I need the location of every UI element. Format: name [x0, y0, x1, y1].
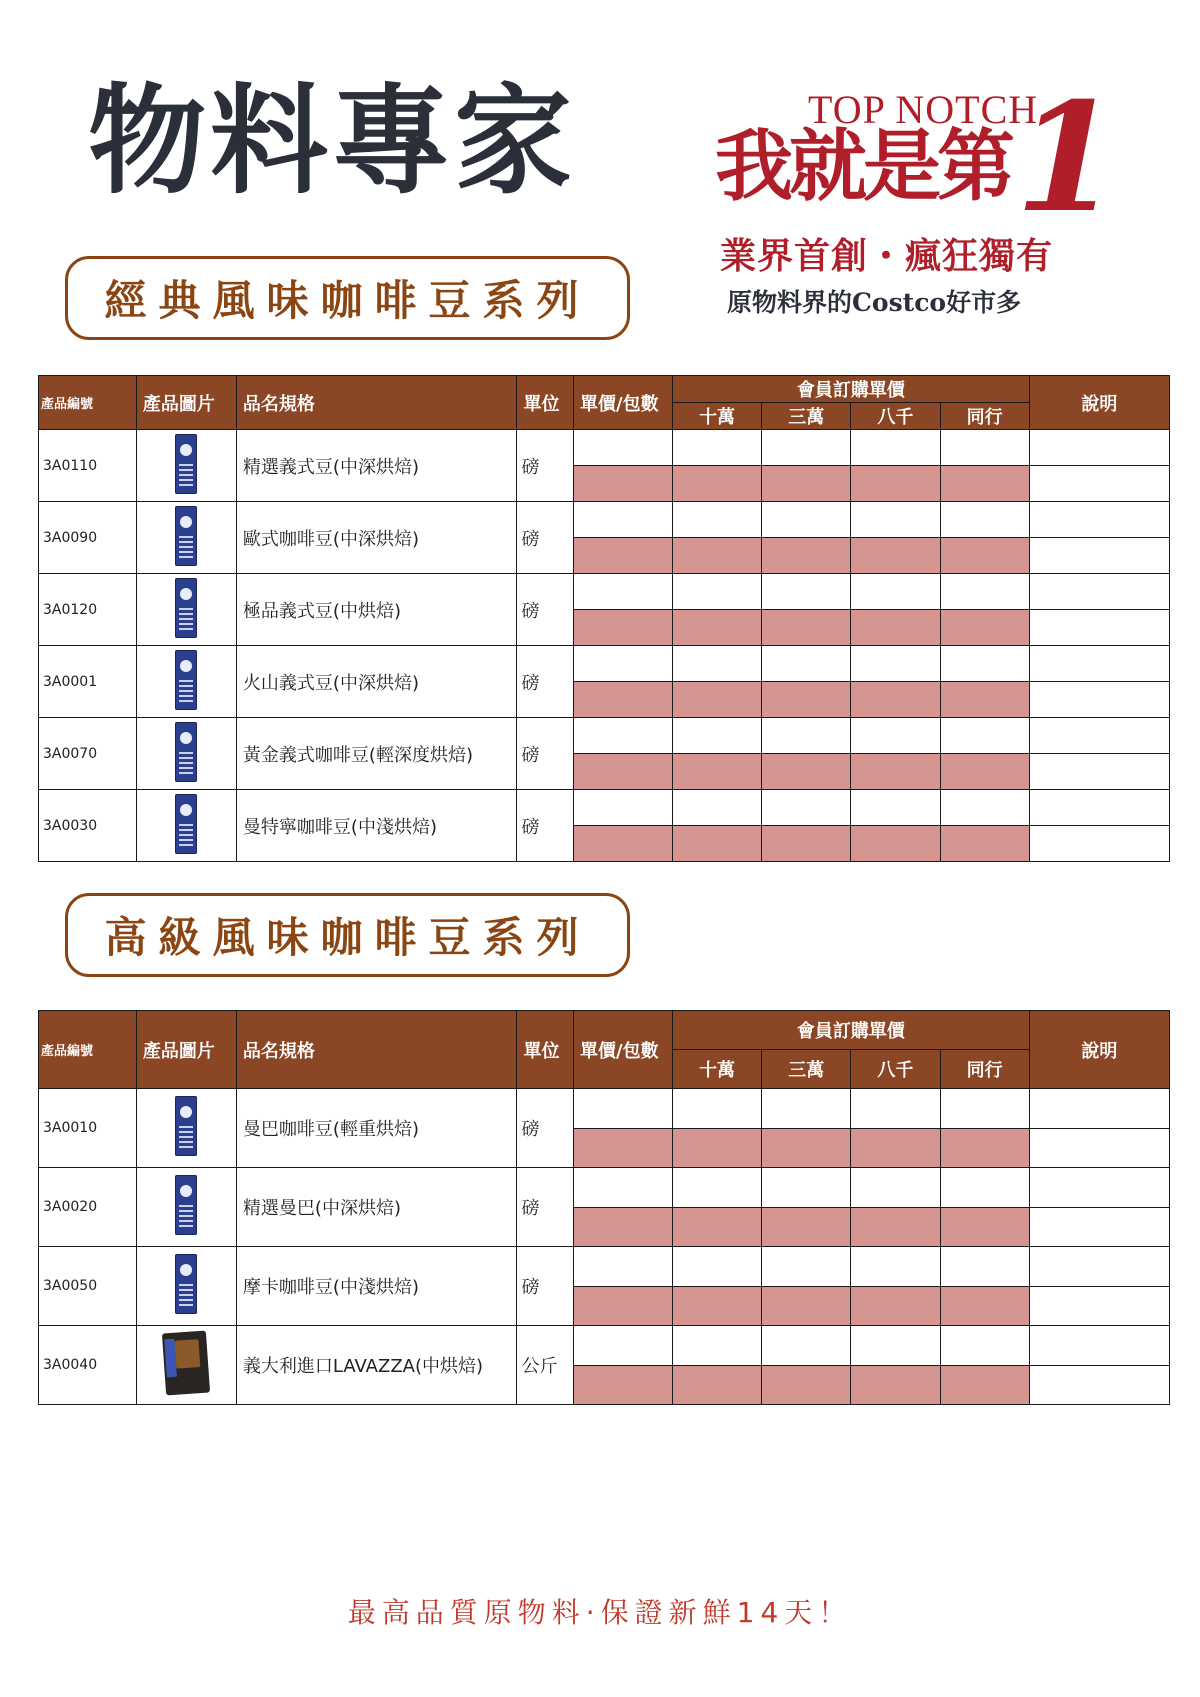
header-unit: 單位: [517, 1011, 574, 1089]
header-name: 品名規格: [236, 1011, 517, 1089]
price-cell: [851, 718, 940, 754]
promo-banner: [715, 70, 1125, 338]
price-cell: [672, 1247, 761, 1287]
table-row: [39, 790, 1170, 826]
member-price-cell: [940, 610, 1029, 646]
member-price-cell: [851, 682, 940, 718]
member-price-cell: [574, 1286, 673, 1326]
header-name: 品名規格: [236, 376, 517, 430]
table-row: [39, 1089, 1170, 1129]
coffee-bag-image: [175, 1254, 197, 1314]
price-cell: [672, 502, 761, 538]
price-cell: [672, 430, 761, 466]
product-unit: 磅: [517, 1168, 574, 1247]
product-name: 曼特寧咖啡豆(中淺烘焙): [236, 790, 517, 862]
brand-title: 物料專家: [88, 72, 577, 210]
coffee-bag-image: [175, 794, 197, 854]
member-price-cell: [940, 466, 1029, 502]
product-name: 歐式咖啡豆(中深烘焙): [236, 502, 517, 574]
price-cell: [762, 1247, 851, 1287]
table-row: [39, 502, 1170, 538]
member-price-cell: [940, 1365, 1029, 1405]
header-tier: 同行: [940, 403, 1029, 430]
product-code: 3A0120: [39, 574, 137, 646]
price-cell: [574, 502, 673, 538]
lavazza-bag-image: [162, 1331, 210, 1396]
member-price-cell: [851, 826, 940, 862]
product-code: 3A0020: [39, 1168, 137, 1247]
header-price-pack: 單價/包數: [574, 1011, 673, 1089]
table-row: [39, 1168, 1170, 1208]
note-cell: [1029, 1168, 1169, 1208]
price-table-classic: [38, 375, 1170, 862]
coffee-bag-image: [175, 1175, 197, 1235]
header-tier: 八千: [851, 403, 940, 430]
price-cell: [672, 1326, 761, 1366]
product-code: 3A0070: [39, 718, 137, 790]
member-price-cell: [851, 538, 940, 574]
note-cell: [1029, 790, 1169, 826]
note-cell: [1029, 1089, 1169, 1129]
product-name: 摩卡咖啡豆(中淺烘焙): [236, 1247, 517, 1326]
member-price-cell: [762, 1286, 851, 1326]
product-unit: 磅: [517, 718, 574, 790]
price-cell: [762, 718, 851, 754]
product-code: 3A0110: [39, 430, 137, 502]
header-tier: 同行: [940, 1050, 1029, 1089]
promo-subtitle: 業界首創・瘋狂獨有: [720, 235, 1054, 277]
product-name: 曼巴咖啡豆(輕重烘焙): [236, 1089, 517, 1168]
product-code: 3A0001: [39, 646, 137, 718]
price-cell: [574, 1247, 673, 1287]
price-cell: [851, 1326, 940, 1366]
member-price-cell: [672, 610, 761, 646]
price-cell: [672, 790, 761, 826]
note-cell: [1029, 1247, 1169, 1287]
header-member-price: 會員訂購單價: [672, 376, 1029, 403]
price-cell: [672, 646, 761, 682]
note-cell: [1029, 1128, 1169, 1168]
product-image: [136, 646, 236, 718]
price-cell: [672, 1089, 761, 1129]
coffee-bag-image: [175, 1096, 197, 1156]
member-price-cell: [672, 682, 761, 718]
table-row: [39, 430, 1170, 466]
price-table-premium: [38, 1010, 1170, 1405]
member-price-cell: [762, 466, 851, 502]
member-price-cell: [574, 538, 673, 574]
product-unit: 磅: [517, 1089, 574, 1168]
price-cell: [574, 1168, 673, 1208]
price-cell: [574, 646, 673, 682]
member-price-cell: [762, 610, 851, 646]
header-code: 產品編號: [39, 1011, 137, 1089]
member-price-cell: [851, 610, 940, 646]
table-row: [39, 574, 1170, 610]
member-price-cell: [672, 1128, 761, 1168]
product-image: [136, 502, 236, 574]
member-price-cell: [851, 1365, 940, 1405]
product-image: [136, 430, 236, 502]
coffee-bag-image: [175, 578, 197, 638]
member-price-cell: [762, 1207, 851, 1247]
product-image: [136, 574, 236, 646]
product-unit: 磅: [517, 574, 574, 646]
price-cell: [574, 574, 673, 610]
price-cell: [762, 1168, 851, 1208]
footer-slogan: 最高品質原物料·保證新鮮14天！: [347, 1596, 853, 1629]
member-price-cell: [762, 1365, 851, 1405]
member-price-cell: [574, 610, 673, 646]
price-cell: [762, 1326, 851, 1366]
product-unit: 磅: [517, 430, 574, 502]
section-title-premium: 高級風味咖啡豆系列: [65, 893, 630, 977]
price-cell: [672, 574, 761, 610]
member-price-cell: [672, 826, 761, 862]
note-cell: [1029, 1207, 1169, 1247]
product-name: 義大利進口LAVAZZA(中烘焙): [236, 1326, 517, 1405]
product-unit: 磅: [517, 790, 574, 862]
table-row: [39, 1247, 1170, 1287]
coffee-bag-image: [175, 434, 197, 494]
note-cell: [1029, 718, 1169, 754]
price-cell: [851, 1168, 940, 1208]
table-header-row: [39, 1011, 1170, 1050]
member-price-cell: [672, 1365, 761, 1405]
product-image: [136, 1247, 236, 1326]
member-price-cell: [940, 682, 1029, 718]
table-header-row: [39, 376, 1170, 403]
note-cell: [1029, 1326, 1169, 1366]
member-price-cell: [672, 1207, 761, 1247]
product-name: 火山義式豆(中深烘焙): [236, 646, 517, 718]
table-row: [39, 718, 1170, 754]
product-image: [136, 718, 236, 790]
price-cell: [762, 574, 851, 610]
price-cell: [762, 502, 851, 538]
member-price-cell: [762, 754, 851, 790]
member-price-cell: [851, 1286, 940, 1326]
price-cell: [762, 790, 851, 826]
note-cell: [1029, 826, 1169, 862]
member-price-cell: [762, 682, 851, 718]
product-image: [136, 790, 236, 862]
price-cell: [574, 718, 673, 754]
member-price-cell: [672, 1286, 761, 1326]
member-price-cell: [762, 1128, 851, 1168]
note-cell: [1029, 682, 1169, 718]
product-unit: 公斤: [517, 1326, 574, 1405]
price-cell: [574, 430, 673, 466]
member-price-cell: [574, 754, 673, 790]
price-cell: [851, 430, 940, 466]
header-tier: 十萬: [672, 1050, 761, 1089]
price-cell: [940, 574, 1029, 610]
product-name: 精選義式豆(中深烘焙): [236, 430, 517, 502]
header-code: 產品編號: [39, 376, 137, 430]
header-note: 說明: [1029, 1011, 1169, 1089]
price-cell: [940, 430, 1029, 466]
product-name: 黃金義式咖啡豆(輕深度烘焙): [236, 718, 517, 790]
member-price-cell: [940, 754, 1029, 790]
note-cell: [1029, 1365, 1169, 1405]
price-cell: [940, 790, 1029, 826]
table-row: [39, 1326, 1170, 1366]
header-tier: 八千: [851, 1050, 940, 1089]
price-cell: [851, 502, 940, 538]
header-member-price: 會員訂購單價: [672, 1011, 1029, 1050]
price-cell: [851, 790, 940, 826]
member-price-cell: [672, 538, 761, 574]
price-cell: [762, 646, 851, 682]
product-code: 3A0090: [39, 502, 137, 574]
member-price-cell: [762, 826, 851, 862]
promo-number: 1: [1015, 70, 1120, 246]
coffee-bag-image: [175, 506, 197, 566]
member-price-cell: [851, 754, 940, 790]
member-price-cell: [851, 466, 940, 502]
promo-tagline: 原物料界的Costco好市多: [727, 288, 1022, 317]
member-price-cell: [574, 1207, 673, 1247]
header-tier: 十萬: [672, 403, 761, 430]
note-cell: [1029, 754, 1169, 790]
header-tier: 三萬: [762, 403, 851, 430]
note-cell: [1029, 574, 1169, 610]
product-image: [136, 1089, 236, 1168]
note-cell: [1029, 466, 1169, 502]
coffee-bag-image: [175, 722, 197, 782]
member-price-cell: [851, 1128, 940, 1168]
price-cell: [940, 1326, 1029, 1366]
header-image: 產品圖片: [136, 376, 236, 430]
price-cell: [574, 1089, 673, 1129]
price-cell: [851, 574, 940, 610]
price-cell: [672, 1168, 761, 1208]
member-price-cell: [574, 826, 673, 862]
price-cell: [574, 790, 673, 826]
product-name: 精選曼巴(中深烘焙): [236, 1168, 517, 1247]
price-cell: [762, 1089, 851, 1129]
product-image: [136, 1326, 236, 1405]
product-code: 3A0010: [39, 1089, 137, 1168]
product-unit: 磅: [517, 1247, 574, 1326]
member-price-cell: [940, 1128, 1029, 1168]
product-code: 3A0040: [39, 1326, 137, 1405]
promo-main-text: 我就是第: [715, 121, 1012, 212]
header-unit: 單位: [517, 376, 574, 430]
product-unit: 磅: [517, 646, 574, 718]
coffee-bag-image: [175, 650, 197, 710]
table-row: [39, 646, 1170, 682]
member-price-cell: [672, 754, 761, 790]
member-price-cell: [574, 682, 673, 718]
price-cell: [851, 646, 940, 682]
member-price-cell: [940, 826, 1029, 862]
header-tier: 三萬: [762, 1050, 851, 1089]
price-cell: [940, 1247, 1029, 1287]
price-cell: [574, 1326, 673, 1366]
member-price-cell: [574, 1128, 673, 1168]
note-cell: [1029, 646, 1169, 682]
product-image: [136, 1168, 236, 1247]
product-code: 3A0030: [39, 790, 137, 862]
section-title-classic: 經典風味咖啡豆系列: [65, 256, 630, 340]
promo-top-text: TOP NOTCH: [808, 87, 1039, 132]
note-cell: [1029, 430, 1169, 466]
member-price-cell: [851, 1207, 940, 1247]
note-cell: [1029, 502, 1169, 538]
product-name: 極品義式豆(中烘焙): [236, 574, 517, 646]
product-code: 3A0050: [39, 1247, 137, 1326]
member-price-cell: [940, 1207, 1029, 1247]
member-price-cell: [672, 466, 761, 502]
member-price-cell: [940, 538, 1029, 574]
product-unit: 磅: [517, 502, 574, 574]
note-cell: [1029, 1286, 1169, 1326]
header-note: 說明: [1029, 376, 1169, 430]
header-image: 產品圖片: [136, 1011, 236, 1089]
price-cell: [851, 1247, 940, 1287]
note-cell: [1029, 610, 1169, 646]
note-cell: [1029, 538, 1169, 574]
member-price-cell: [762, 538, 851, 574]
header-price-pack: 單價/包數: [574, 376, 673, 430]
price-cell: [940, 502, 1029, 538]
price-cell: [940, 646, 1029, 682]
member-price-cell: [574, 466, 673, 502]
price-cell: [940, 1168, 1029, 1208]
price-cell: [940, 718, 1029, 754]
price-cell: [851, 1089, 940, 1129]
price-cell: [940, 1089, 1029, 1129]
member-price-cell: [940, 1286, 1029, 1326]
price-cell: [672, 718, 761, 754]
member-price-cell: [574, 1365, 673, 1405]
price-cell: [762, 430, 851, 466]
